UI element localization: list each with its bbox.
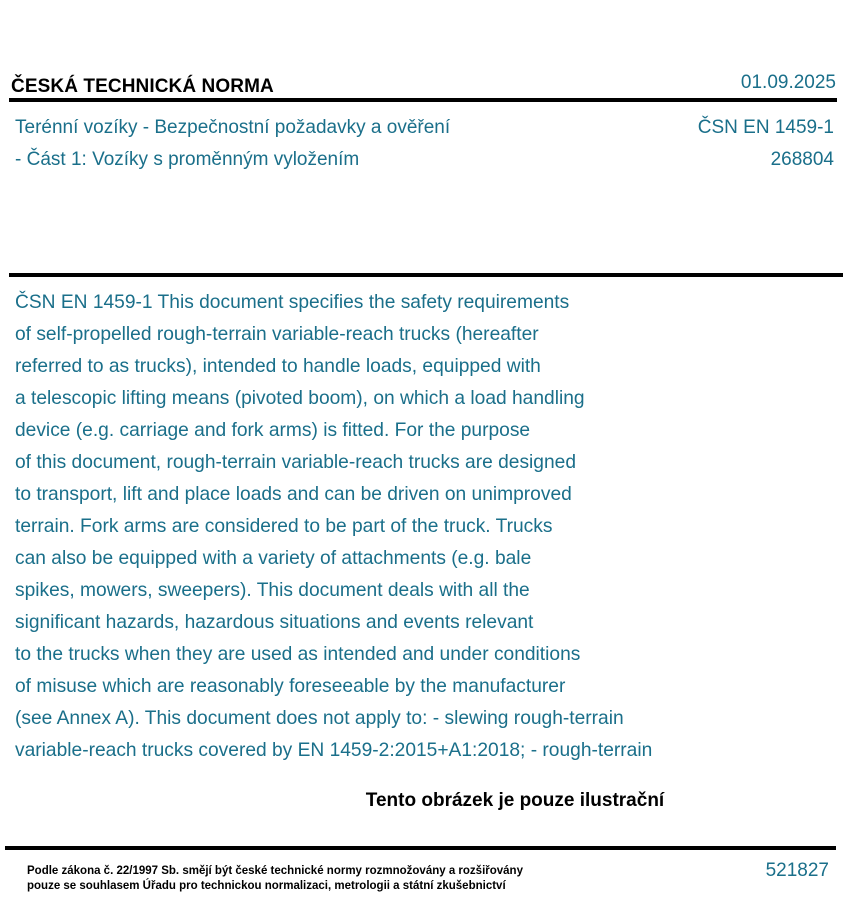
standard-title-line-2: - Část 1: Vozíky s proměnným vyložením (15, 149, 360, 170)
footer-divider (5, 846, 836, 850)
abstract-line: can also be equipped with a variety of attachments (e.g. bale (15, 548, 532, 569)
abstract-line: a telescopic lifting means (pivoted boom), on which a load handling (15, 388, 585, 409)
abstract-line: device (e.g. carriage and fork arms) is fitted. For the purpose (15, 420, 531, 441)
standard-identifiers (698, 112, 834, 176)
document-type-title: ČESKÁ TECHNICKÁ NORMA (11, 76, 274, 97)
publication-date: 01.09.2025 (740, 72, 836, 93)
abstract-text (15, 287, 775, 767)
standard-code: ČSN EN 1459-1 (697, 117, 834, 138)
copyright-line-2: pouze se souhlasem Úřadu pro technickou normalizaci, metrologii a státní zkušebnictví (27, 880, 506, 892)
illustration-notice: Tento obrázek je pouze ilustrační (365, 790, 665, 811)
abstract-line: of this document, rough-terrain variable-reach trucks are designed (15, 452, 576, 473)
abstract-line: ČSN EN 1459-1 This document specifies the safety requirements (15, 292, 570, 313)
abstract-line: to the trucks when they are used as intended and under conditions (15, 644, 581, 665)
header-divider (9, 98, 837, 102)
abstract-line: significant hazards, hazardous situations and events relevant (15, 612, 534, 633)
abstract-line: to transport, lift and place loads and can be driven on unimproved (15, 484, 572, 505)
document-number: 521827 (765, 860, 829, 881)
standard-title (15, 112, 450, 176)
abstract-line: terrain. Fork arms are considered to be part of the truck. Trucks (15, 516, 553, 537)
abstract-line: of misuse which are reasonably foreseeable by the manufacturer (15, 676, 566, 697)
abstract-line: (see Annex A). This document does not apply to: - slewing rough-terrain (15, 708, 624, 729)
abstract-line: referred to as trucks), intended to handle loads, equipped with (15, 356, 541, 377)
catalog-number: 268804 (770, 149, 834, 170)
abstract-line: of self-propelled rough-terrain variable-reach trucks (hereafter (15, 324, 539, 345)
abstract-line: spikes, mowers, sweepers). This document deals with all the (15, 580, 530, 601)
abstract-line: variable-reach trucks covered by EN 1459-2:2015+A1:2018; - rough-terrain (15, 740, 653, 761)
section-divider (9, 273, 843, 277)
copyright-line-1: Podle zákona č. 22/1997 Sb. smějí být české technické normy rozmnožovány a rozšiřovány (27, 865, 523, 877)
copyright-notice (27, 864, 523, 894)
standard-title-line-1: Terénní vozíky - Bezpečnostní požadavky a ověření (15, 117, 451, 138)
